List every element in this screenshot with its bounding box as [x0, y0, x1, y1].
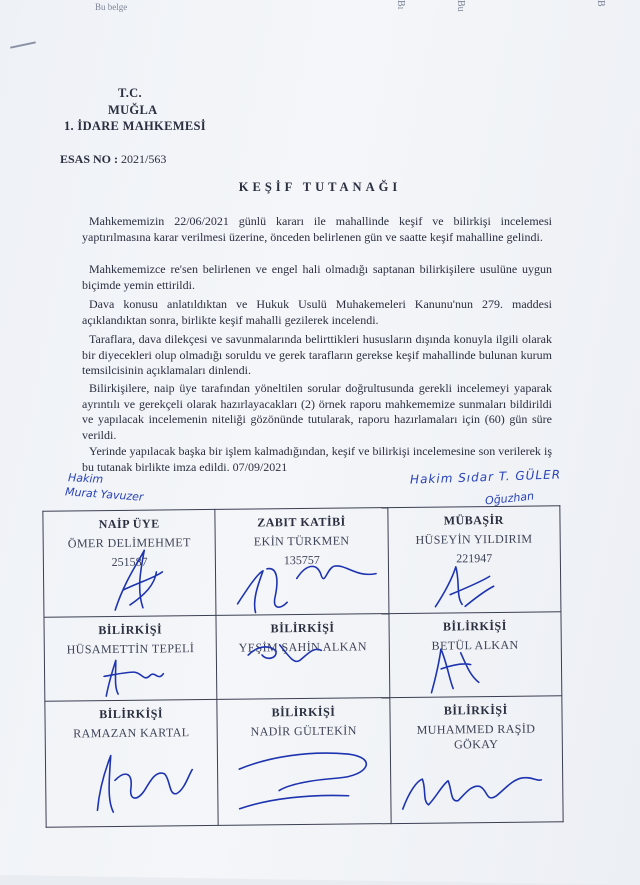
paragraph: Taraflara, dava dilekçesi ve savunmalarında belirttikleri hususların dışında konuyla ilgili olarak bir diyecekleri olup olmadığı soruldu ve gerek tarafların gerekse keşif mahallinde bulunan kurum temsilcisinin açıklamaları dinlendi. [82, 332, 552, 377]
bleed-through-text: Bu [455, 0, 466, 12]
paragraph: Bilirkişilere, naip üye tarafından yöneltilen sorular doğrultusunda gerekli incelemeyi yaparak ayrıntılı ve gerekçeli olarak hazırlayacakları (2) örnek raporu mahkememize sunmaları bildirildi ve yapılacak incelemenin niteliği gözönünde tutularak, raporu hazırlamaları için (60) gün süre verildi. [82, 381, 552, 442]
paragraph: Mahkememizce re'sen belirlenen ve engel hali olmadığı saptanan bilirkişilere usulüne uygun biçimde yemin ettirildi. [82, 262, 552, 292]
document-title: KEŞİF TUTANAĞI [238, 180, 402, 194]
signature-cell [387, 506, 560, 614]
signature-cell [215, 508, 388, 616]
signatory-role: BİLİRKİŞİ [443, 702, 508, 718]
signatory-role: BİLİRKİŞİ [99, 706, 164, 722]
case-number-label: ESAS NO : [60, 152, 119, 166]
signatory-name: RAMAZAN KARTAL [73, 725, 190, 741]
header-state: T.C. [118, 86, 142, 100]
signatory-role: MÜBAŞİR [443, 512, 504, 528]
signature-cell [217, 698, 391, 826]
signatory-name: EKİN TÜRKMEN [253, 533, 350, 549]
paragraph: Yerinde yapılacak başka bir işlem kalmadığından, keşif ve bilirkişi incelemesine son verilerek iş bu tutanak birlikte imza edildi. 07/09/2021 [82, 444, 552, 474]
signatory-role: BİLİRKİŞİ [270, 620, 335, 636]
registry-number: 135757 [283, 552, 320, 568]
signature-cell [216, 614, 389, 700]
header-city: MUĞLA [108, 103, 158, 117]
signatory-name: NADİR GÜLTEKİN [250, 723, 357, 739]
bleed-through-text: B [595, 0, 606, 7]
signatory-role: BİLİRKİŞİ [271, 704, 336, 720]
signature-cell [389, 696, 563, 824]
signatory-name: BETÜL ALKAN [431, 637, 519, 653]
signatory-name: MUHAMMED RAŞİD [416, 721, 536, 737]
signatory-name: YEŞİM ŞAHİN ALKAN [238, 639, 367, 655]
signature-cell [389, 612, 562, 698]
signatory-role: BİLİRKİŞİ [442, 618, 507, 634]
signatory-role: ZABIT KATİBİ [257, 514, 346, 530]
handwritten-note: Hakim Sıdar T. GÜLER [409, 467, 562, 487]
signatory-role: NAİP ÜYE [98, 516, 160, 532]
handwritten-note: Hakim [67, 471, 104, 486]
signature-cell [45, 699, 219, 827]
header-court: 1. İDARE MAHKEMESİ [64, 119, 206, 133]
bleed-through-text: Bı [395, 0, 406, 10]
case-number-value: 2021/563 [121, 152, 167, 166]
handwritten-note: Oğuzhan [484, 489, 535, 508]
handwritten-note: Murat Yavuzer [64, 485, 144, 504]
registry-number: 251587 [111, 554, 148, 569]
signature-table [42, 505, 563, 827]
case-number [60, 152, 166, 167]
paragraph: Mahkememizin 22/06/2021 günlü kararı ile mahallinde keşif ve bilirkişi incelemesi yaptırılmasına karar verilmesi üzerine, önceden belirlenen gün ve saatte keşif mahalline gelindi. [82, 214, 552, 244]
bleed-through-text: Bu belge [95, 2, 128, 12]
signatory-name: HÜSAMETTİN TEPELİ [66, 641, 195, 657]
signature-cell [43, 509, 216, 617]
signatory-name: HÜSEYİN YILDIRIM [415, 531, 533, 547]
registry-number: 221947 [456, 551, 493, 566]
signatory-name: ÖMER DELİMEHMET [67, 535, 191, 551]
paragraph: Dava konusu anlatıldıktan ve Hukuk Usulü Muhakemeleri Kanunu'nun 279. maddesi açıklandıktan sonra, birlikte keşif mahalli gezilerek incelendi. [82, 297, 552, 327]
signatory-role: BİLİRKİŞİ [98, 622, 163, 638]
signatory-name-line2: GÖKAY [453, 736, 499, 752]
signature-cell [44, 615, 217, 701]
